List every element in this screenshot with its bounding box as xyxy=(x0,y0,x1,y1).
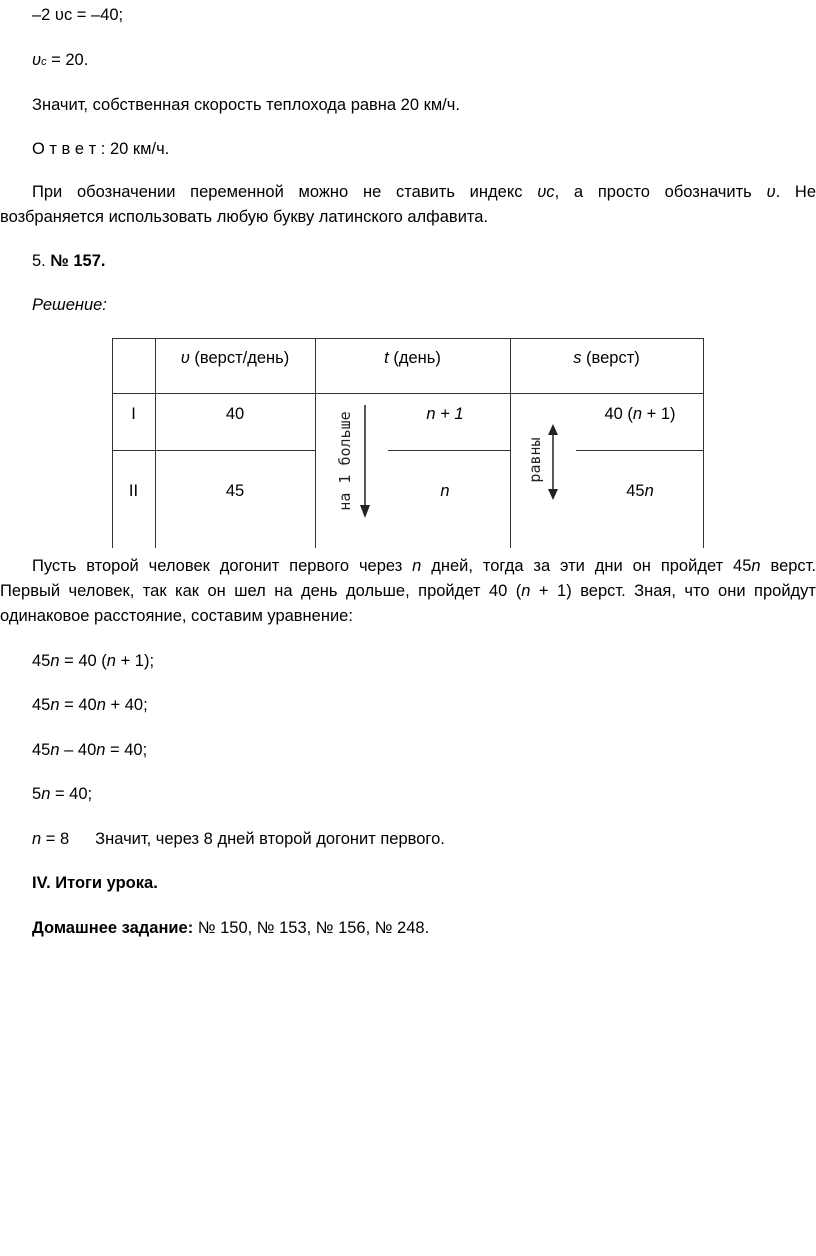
cell-distance xyxy=(600,481,680,501)
solution-label xyxy=(32,295,107,315)
equation-line xyxy=(32,829,445,849)
text: 5. xyxy=(32,252,51,270)
equation-line xyxy=(32,740,147,760)
cell-speed: 40 xyxy=(225,405,245,423)
header-speed xyxy=(155,348,315,368)
note-more-by-one: на 1 больше xyxy=(336,411,354,511)
task-number: № 157. xyxy=(50,252,106,270)
text: дней, тогда за эти дни он пройдет 45 xyxy=(421,557,752,575)
text: , а просто обозначить xyxy=(554,183,767,201)
value: n xyxy=(440,482,450,500)
homework-text: № 150, № 153, № 156, № 248. xyxy=(193,919,430,937)
note-equal: равны xyxy=(526,437,544,483)
text: 45 xyxy=(32,741,51,759)
var: n xyxy=(41,785,51,803)
var: υ xyxy=(766,183,776,201)
var: υ xyxy=(180,349,190,367)
text: – 40 xyxy=(59,741,97,759)
unit: (день) xyxy=(388,349,441,367)
var: n xyxy=(632,405,643,423)
row-label: I xyxy=(131,405,136,423)
equation-line xyxy=(32,695,148,715)
var: t xyxy=(384,349,389,367)
equation-line xyxy=(32,784,92,804)
text: 5 xyxy=(32,785,42,803)
var: n xyxy=(50,696,60,714)
task-heading xyxy=(32,251,105,271)
homework-line xyxy=(32,918,429,938)
var: s xyxy=(573,349,582,367)
text: При обозначении переменной можно не ставить индекс xyxy=(32,183,538,201)
text: + 1) xyxy=(642,405,676,423)
equation-line xyxy=(32,50,88,72)
section-heading: IV. Итоги урока. xyxy=(32,874,158,892)
homework-label: Домашнее задание: xyxy=(32,919,194,937)
unit: (верст/день) xyxy=(189,349,290,367)
text-line: Значит, собственная скорость теплохода равна 20 км/ч. xyxy=(32,96,460,114)
value: n + 1 xyxy=(426,405,464,423)
text: . Не xyxy=(775,183,816,201)
var: n xyxy=(96,741,106,759)
var: n xyxy=(32,830,42,848)
var: n xyxy=(644,482,654,500)
header-distance xyxy=(510,348,703,368)
text: = 40 ( xyxy=(59,652,107,670)
text: = 40; xyxy=(105,741,148,759)
text: 45 xyxy=(32,696,51,714)
cell-time xyxy=(395,404,495,424)
paragraph-line: одинаковое расстояние, составим уравнение: xyxy=(0,607,353,625)
subscript: c xyxy=(41,56,47,68)
unit: (верст) xyxy=(581,349,640,367)
text: 45 xyxy=(32,652,51,670)
paragraph-line xyxy=(32,556,816,576)
var: n xyxy=(521,582,531,600)
var: n xyxy=(412,557,422,575)
header-time xyxy=(315,348,510,368)
arrow-down-icon xyxy=(358,405,372,520)
text: 45 xyxy=(626,482,645,500)
text: 40 ( xyxy=(604,405,633,423)
conclusion: Значит, через 8 дней второй догонит первого. xyxy=(95,830,445,848)
row-label: II xyxy=(128,482,139,500)
var: n xyxy=(751,557,761,575)
text: Первый человек, так как он шел на день дольше, пройдет 40 ( xyxy=(0,582,522,600)
equation-line xyxy=(32,651,154,671)
text: = 40 xyxy=(59,696,97,714)
var: n xyxy=(106,652,116,670)
var: n xyxy=(96,696,106,714)
text: Пусть второй человек догонит первого через xyxy=(32,557,413,575)
var: υ xyxy=(32,51,42,69)
text: + 40; xyxy=(105,696,148,714)
text: Решение: xyxy=(32,296,107,314)
text: = 20. xyxy=(46,51,89,69)
text: верст. xyxy=(760,557,816,575)
var: n xyxy=(50,741,60,759)
answer-line: О т в е т : 20 км/ч. xyxy=(32,140,170,158)
cell-distance xyxy=(590,404,690,424)
double-arrow-icon xyxy=(546,424,560,500)
var: n xyxy=(50,652,60,670)
paragraph-line xyxy=(0,581,816,601)
cell-speed: 45 xyxy=(225,482,245,500)
var: υc xyxy=(537,183,555,201)
equation-line: –2 υc = –40; xyxy=(32,6,124,24)
text: = 40; xyxy=(50,785,93,803)
cell-time xyxy=(395,481,495,501)
text: + 1); xyxy=(115,652,155,670)
paragraph-line: возбраняется использовать любую букву латинского алфавита. xyxy=(0,208,489,226)
paragraph-line xyxy=(32,182,816,202)
text: = 8 xyxy=(41,830,70,848)
text: + 1) верст. Зная, что они пройдут xyxy=(530,582,816,600)
